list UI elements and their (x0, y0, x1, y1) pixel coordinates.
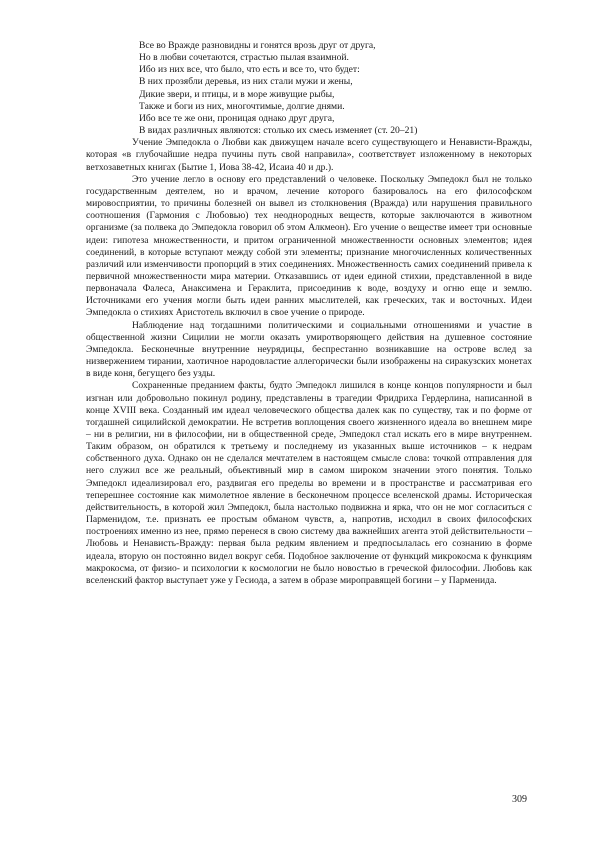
poem-line: Ибо из них все, что было, что есть и все то, что будет: (139, 64, 360, 76)
poem-quote (139, 40, 532, 137)
paragraph: Учение Эмпедокла о Любви как движущем начале всего существующего и Ненависти-Вражды, которая «в глубочайшие недра пучины путь свой направила», соответствует изложенному в некоторых ветхозаветных книгах (Бытие 1, Иова 38-42, Исаиа 40 и др.). (86, 137, 532, 173)
paragraph: Сохраненные преданием факты, будто Эмпедокл лишился в конце концов популярности и был изгнан или добровольно покинул родину, представлены в трагедии Фридриха Гердерлина, написанной в конце XVIII века. Созданный им идеал человеческого общества далек как по существу, так и по форме от тогдашней сицилийской демократии. Не встретив воплощения своего жизненного идеала во внешнем мире – ни в религии, ни в философии, ни в общественной среде, Эмпедокл стал искать его в мире внутреннем. Таким образом, он обратился к третьему и последнему из указанных выше источников – к недрам собственного духа. Однако он не сделался мечтателем в настоящем смысле слова: точкой отправления для него служил все же реальный, объективный мир в самом широком значении этого понятия. Только Эмпедокл идеализировал его, раздвигая его пределы во времени и в пространстве и рассматривая его теперешнее состояние как мимолетное явление в бесконечном процессе вселенской драмы. Историческая действительность, в которой жил Эмпедокл, была настолько подвижна и ярка, что он не мог согласиться с Парменидом, т.е. признать ее простым обманом чувств, а, напротив, исходил в своих философских построениях именно из нее, прямо перенеся в свою систему два важнейших агента этой действительности – Любовь и Ненависть-Вражду: первая была редким явлением и предпосылалась его сознанию в форме идеала, вторую он постоянно видел вокруг себя. Подобное заключение от функций микрокосма к функциям макрокосма, от физио- и психологии к космологии не было новостью в греческой философии. Любовь как вселенский фактор выступает уже у Гесиода, а затем в образе мироправящей богини – у Парменида. (86, 380, 532, 586)
poem-line: Но в любви сочетаются, страстью пылая взаимной. (139, 52, 349, 64)
page-content (86, 40, 532, 587)
paragraph: Наблюдение над тогдашними политическими и социальными отношениями и участие в общественной жизни Сицилии не могли оказать умиротворяющего действия на душевное состояние Эмпедокла. Бесконечные внутренние неурядицы, беспрестанно возникавшие на острове вслед за низвержением тирании, хаотичное народовластие аллегорически были изображены на сиракузских монетах в виде коня, бегущего без узды. (86, 319, 532, 380)
paragraph: Это учение легло в основу его представлений о человеке. Поскольку Эмпедокл был не только государственным деятелем, но и врачом, лечение которого базировалось на его философском мировосприятии, то причины болезней он вывел из столкновения (Вражда) или нарушения правильного соотношения (Гармония с Любовью) тех неоднородных веществ, которые заключаются в животном организме (за полвека до Эмпедокла говорил об этом Алкмеон). Его учение о веществе имеет три основные идеи: гипотеза множественности, и притом ограниченной множественности основных элементов; идея соединений, в которые вступают между собой эти элементы; признание многочисленных количественных различий или изменчивости пропорций в этих соединениях. Множественность самих соединений привела к первичной множественности мира материи. Отказавшись от идеи единой стихии, представленной в виде первоначала Фалеса, Анаксимена и Гераклита, присоединив к воде, воздуху и огню еще и землю. Источниками его учения могли быть идеи ранних мыслителей, как греческих, так и восточных. Идеи Эмпедокла о стихиях Аристотель включил в свое учение о природе. (86, 173, 532, 319)
poem-line: Все во Вражде разновидны и гонятся врозь друг от друга, (139, 40, 376, 51)
poem-line: В видах различных являются: столько их смесь изменяет (ст. 20–21) (139, 125, 418, 137)
poem-line: Также и боги из них, многочтимые, долгие днями. (139, 100, 345, 112)
poem-line: В них прозябли деревья, из них стали мужи и жены, (139, 76, 353, 88)
poem-line: Дикие звери, и птицы, и в море живущие рыбы, (139, 88, 335, 100)
poem-line: Ибо все те же они, проницая однако друг друга, (139, 112, 335, 124)
page-number: 309 (512, 794, 527, 805)
